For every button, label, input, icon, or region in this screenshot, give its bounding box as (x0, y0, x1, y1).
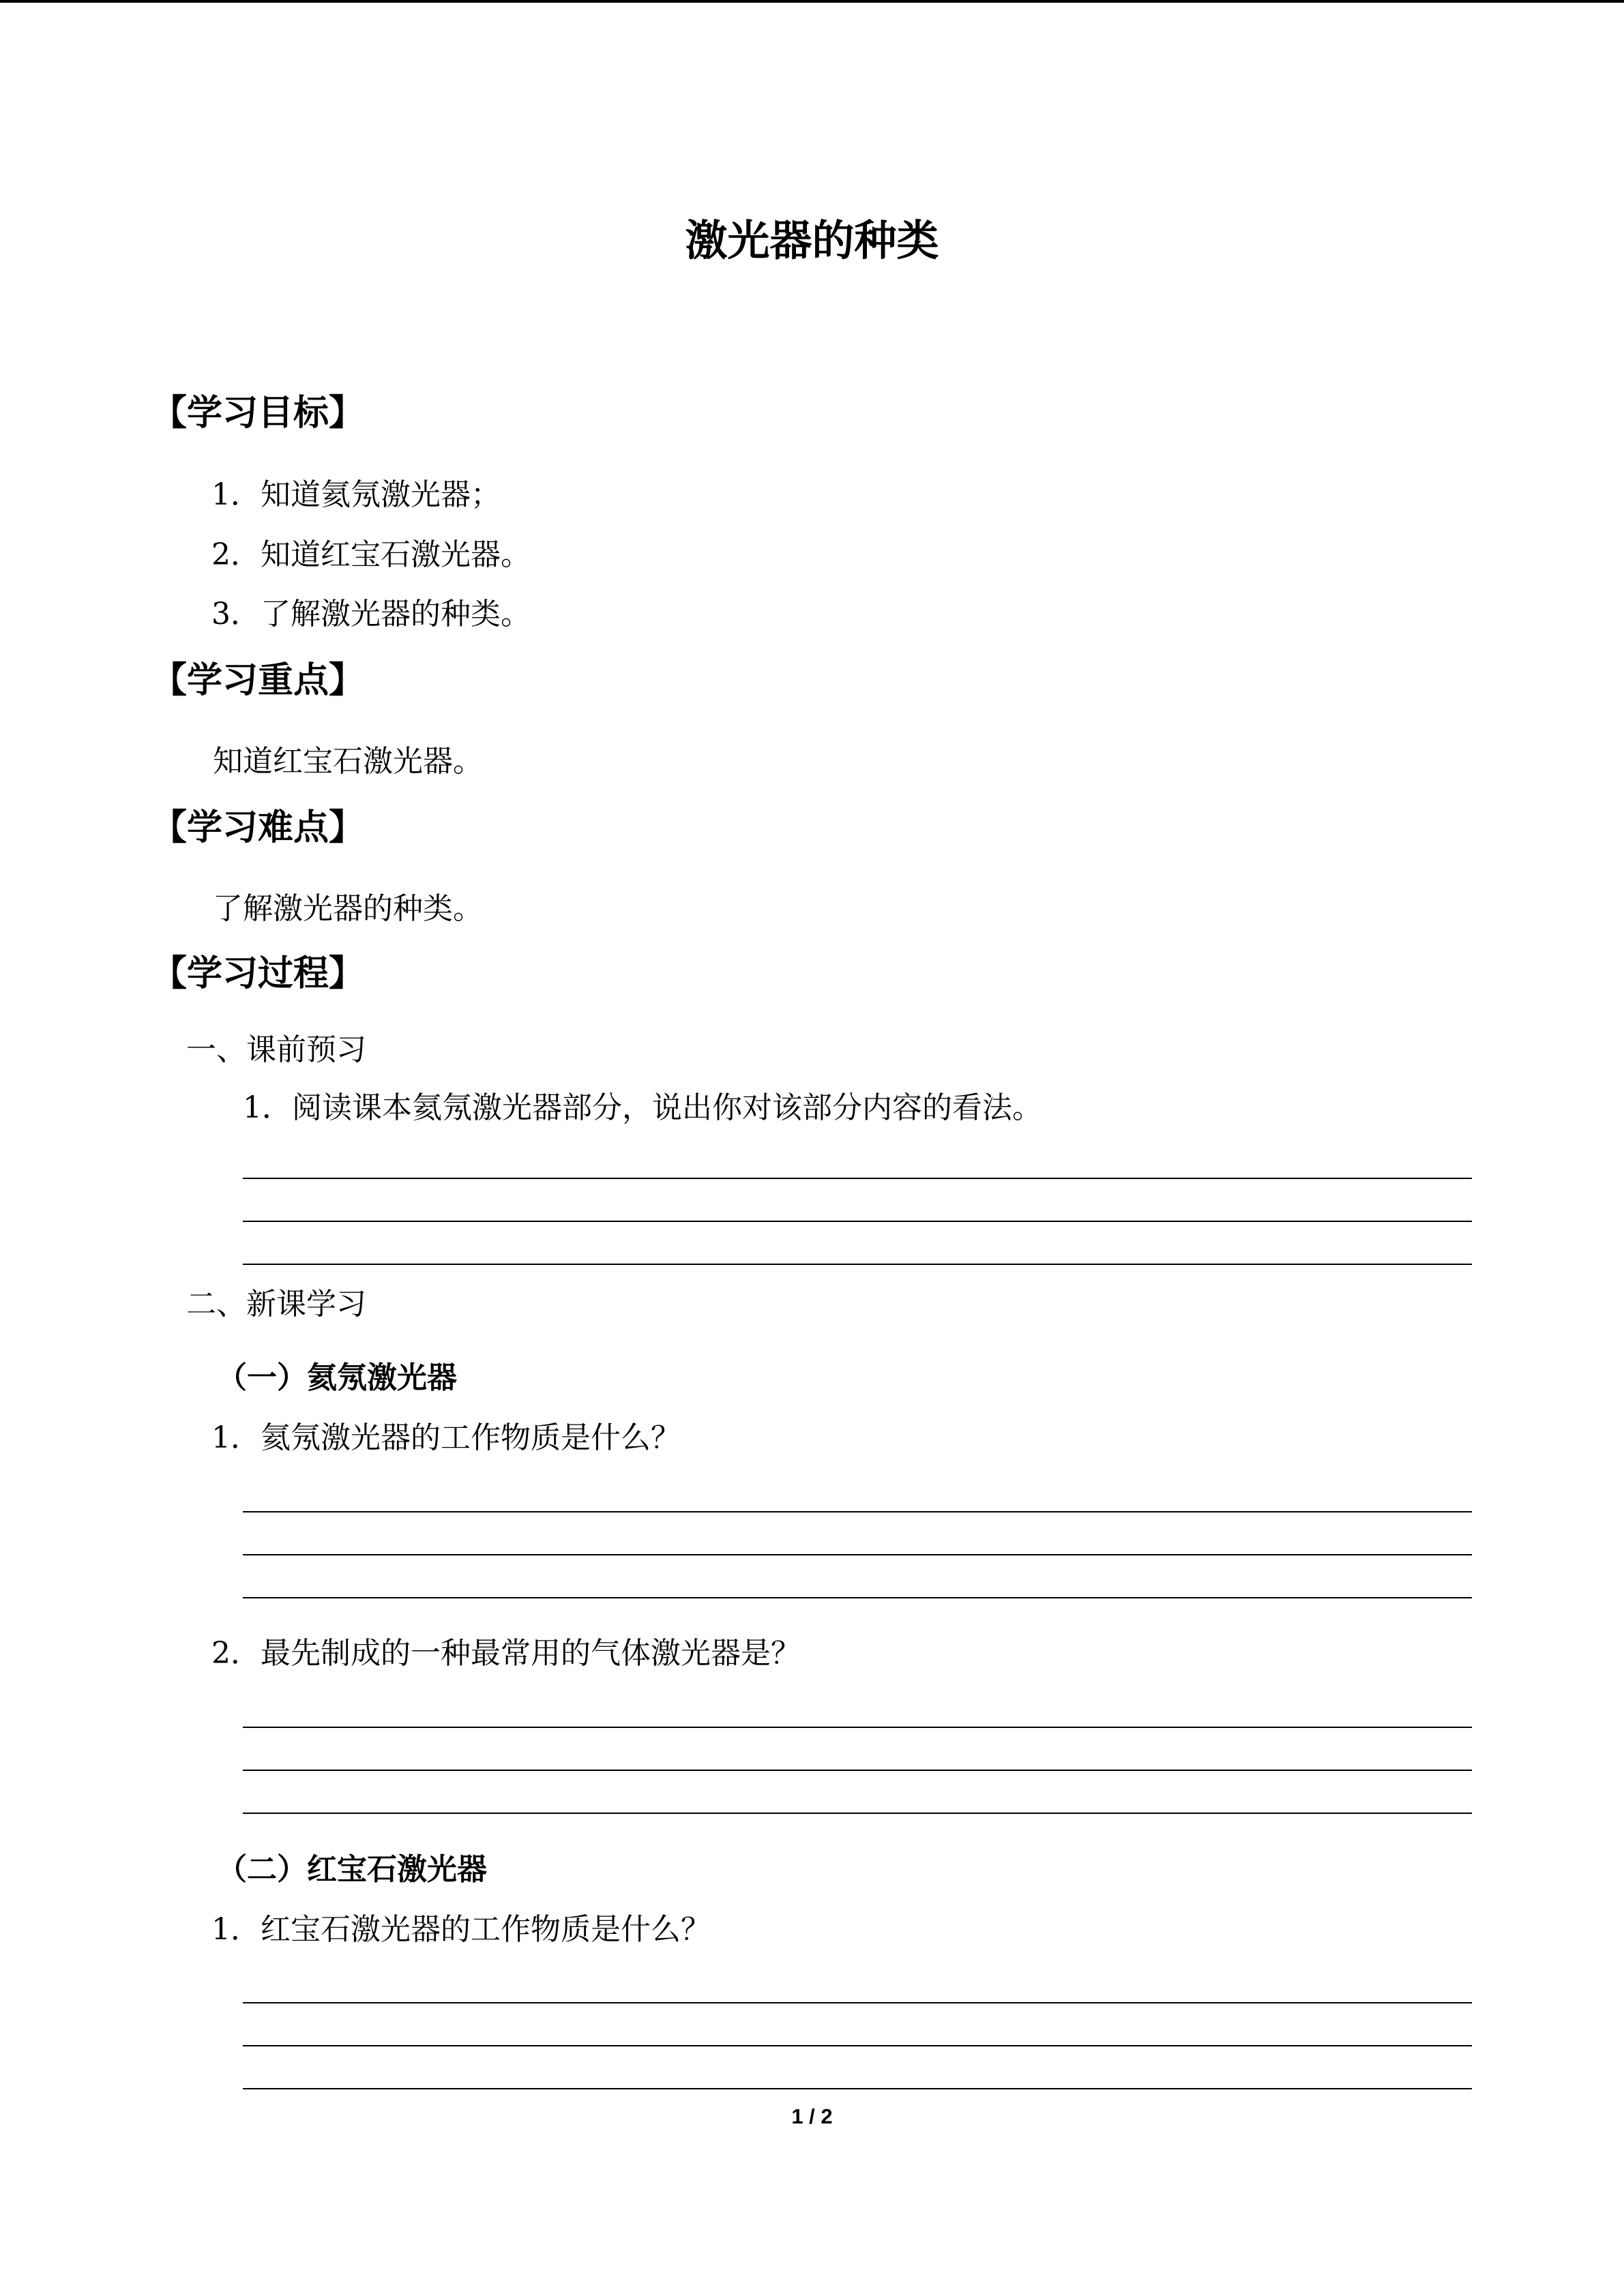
part1-question-2: 2．最先制成的一种最常用的气体激光器是？ (211, 1636, 801, 1671)
objective-item-3: 3．了解激光器的种类。 (211, 597, 531, 631)
objective-item-1: 1．知道氦氖激光器； (211, 477, 501, 512)
answer-line (243, 1264, 1472, 1265)
answer-line (243, 1178, 1472, 1179)
objectives-heading: 【学习目标】 (151, 393, 365, 434)
answer-line (243, 1770, 1472, 1771)
part1-heading: （一）氦氖激光器 (217, 1360, 457, 1395)
answer-line (243, 1813, 1472, 1814)
answer-line (243, 2045, 1472, 2046)
page-top-border (0, 0, 1624, 3)
new-lesson-label: 二、新课学习 (186, 1287, 366, 1322)
key-point-heading: 【学习重点】 (151, 660, 365, 701)
answer-line (243, 1727, 1472, 1728)
answer-line (243, 1221, 1472, 1222)
part2-heading: （二）红宝石激光器 (217, 1852, 487, 1887)
page-title: 激光器的种类 (685, 215, 939, 265)
preview-question: 1．阅读课本氦氖激光器部分，说出你对该部分内容的看法。 (243, 1090, 1042, 1125)
difficulty-text: 了解激光器的种类。 (213, 891, 483, 926)
process-heading: 【学习过程】 (151, 953, 365, 994)
preview-label: 一、课前预习 (186, 1032, 366, 1067)
answer-line (243, 2002, 1472, 2003)
answer-line (243, 1511, 1472, 1512)
difficulty-heading: 【学习难点】 (151, 807, 365, 848)
page-number: 1 / 2 (791, 2104, 833, 2128)
part1-question-1: 1．氦氖激光器的工作物质是什么？ (211, 1420, 681, 1455)
part2-question-1: 1．红宝石激光器的工作物质是什么？ (211, 1912, 711, 1947)
answer-line (243, 1554, 1472, 1555)
answer-line (243, 1597, 1472, 1598)
key-point-text: 知道红宝石激光器。 (213, 744, 483, 779)
answer-line (243, 2088, 1472, 2089)
objective-item-2: 2．知道红宝石激光器。 (211, 537, 531, 572)
